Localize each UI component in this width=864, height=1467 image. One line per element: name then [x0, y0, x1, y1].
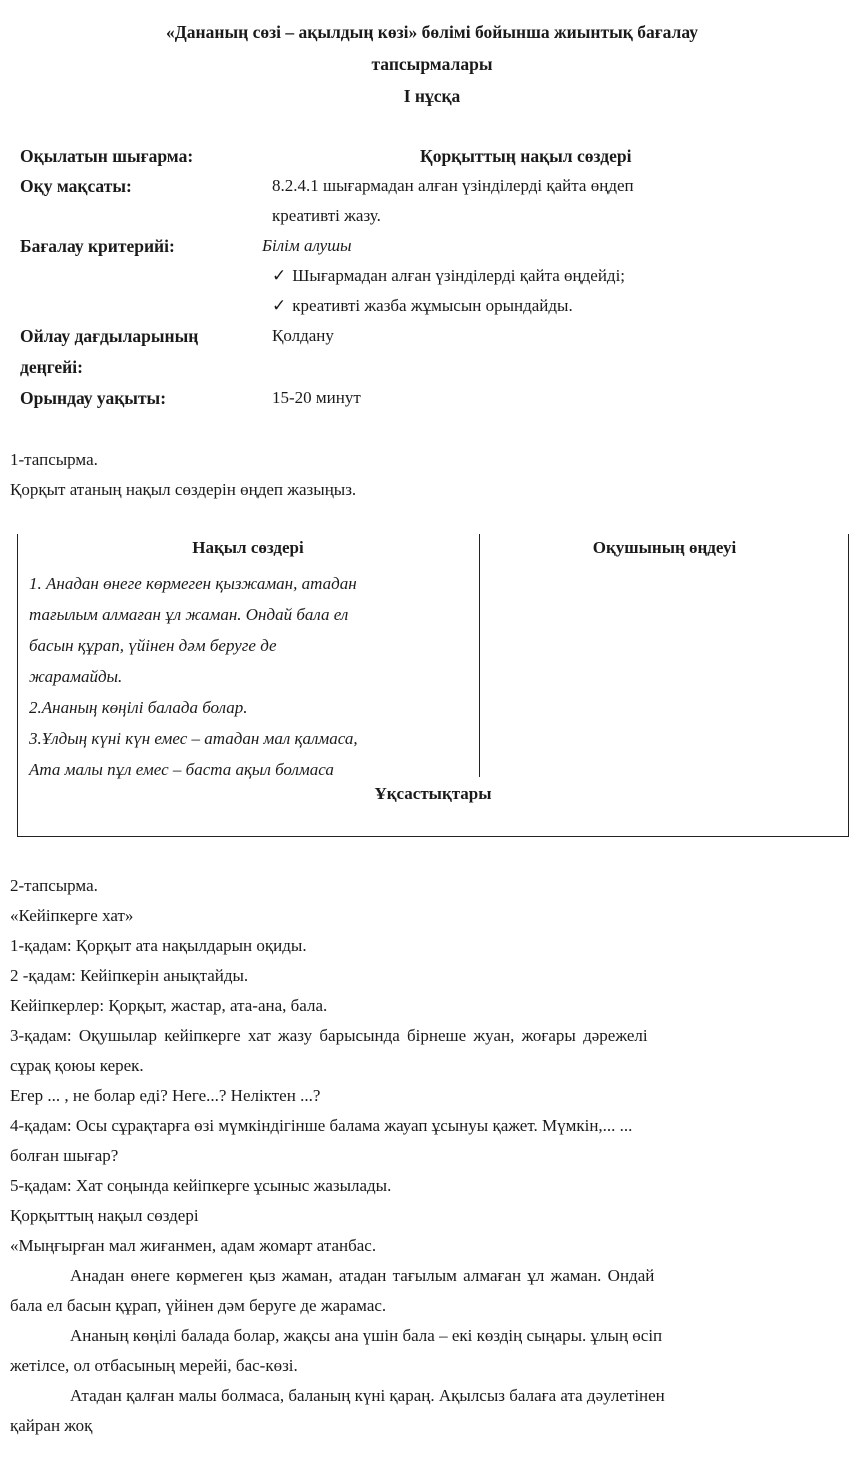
variant-label: І нұсқа — [403, 86, 461, 106]
step-1: 1-қадам: Қорқыт ата нақылдарын оқиды. — [10, 936, 307, 955]
criteria-item-2: ✓ креативті жазба жұмысын орындайды. — [272, 296, 573, 315]
step-5: 5-қадам: Хат соңында кейіпкерге ұсыныс жазылады. — [10, 1176, 392, 1195]
reading-value: Қорқыттың нақыл сөздері — [420, 146, 632, 166]
questions-example: Егер ... , не болар еді? Неге...? Неліктен ...? — [10, 1086, 321, 1105]
step-4-line1: 4-қадам: Осы сұрақтарға өзі мүмкіндігінше балама жауап ұсынуы қажет. Мүмкін,... ... — [10, 1116, 633, 1135]
saying-line: 2.Ананың көңілі балада болар. — [29, 698, 248, 717]
quote-3-line2: жетілсе, ол отбасының мерейі, бас-көзі. — [10, 1356, 298, 1375]
criteria-intro: Білім алушы — [262, 236, 352, 255]
quote-2-line2: бала ел басын құрап, үйінен дәм беруге де жарамас. — [10, 1296, 387, 1315]
col-header-sayings: Нақыл сөздері — [192, 538, 304, 557]
quote-3-line1: Ананың көңілі балада болар, жақсы ана үшін бала – екі көздің сыңары. ұлың өсіп — [70, 1326, 663, 1345]
goal-value-line2: креативті жазу. — [272, 206, 381, 225]
quote-4-line1: Атадан қалған малы болмаса, баланың күні қараң. Ақылсыз балаға ата дәулетінен — [70, 1386, 665, 1405]
page-title-continuation: тапсырмалары — [371, 54, 493, 74]
time-label: Орындау уақыты: — [20, 388, 167, 408]
similarities-header: Ұқсастықтары — [374, 784, 492, 803]
page-title: «Дананың сөзі – ақылдың көзі» бөлімі бойынша жиынтық бағалау — [166, 22, 698, 42]
step-3-line2: сұрақ қоюы керек. — [10, 1056, 144, 1075]
quote-2-line1: Анадан өнеге көрмеген қыз жаман, атадан тағылым алмаған ұл жаман. Ондай — [70, 1266, 655, 1285]
task1-number: 1-тапсырма. — [10, 450, 98, 469]
step-4-line2: болған шығар? — [10, 1146, 119, 1165]
reading-label: Оқылатын шығарма: — [20, 146, 194, 166]
goal-value-line1: 8.2.4.1 шығармадан алған үзінділерді қайта өңдеп — [272, 176, 634, 195]
time-value: 15-20 минут — [272, 388, 361, 407]
task1-table — [17, 534, 849, 837]
characters-list: Кейіпкерлер: Қорқыт, жастар, ата-ана, бала. — [10, 996, 328, 1015]
level-label-line1: Ойлау дағдыларының — [20, 326, 199, 346]
check-icon: ✓ — [272, 266, 287, 285]
saying-line: жарамайды. — [29, 667, 123, 686]
goal-label: Оқу мақсаты: — [20, 176, 132, 196]
saying-line: тағылым алмаған ұл жаман. Ондай бала ел — [29, 605, 349, 624]
saying-line: 3.Ұлдың күні күн емес – атадан мал қалмаса, — [29, 729, 358, 748]
criteria-label: Бағалау критерийі: — [20, 236, 175, 256]
level-value: Қолдану — [272, 326, 334, 345]
check-icon: ✓ — [272, 296, 287, 315]
quote-1: «Мыңғырған мал жиғанмен, адам жомарт атанбас. — [10, 1236, 377, 1255]
task1-instruction: Қорқыт атаның нақыл сөздерін өңдеп жазыңыз. — [10, 480, 357, 499]
saying-line: 1. Анадан өнеге көрмеген қызжаман, атадан — [29, 574, 357, 593]
task2-number: 2-тапсырма. — [10, 876, 98, 895]
saying-line: басын құрап, үйінен дәм беруге де — [29, 636, 277, 655]
col-header-student-edit: Оқушының өңдеуі — [592, 538, 737, 557]
criteria-item-1: ✓ Шығармадан алған үзінділерді қайта өңдейді; — [272, 266, 626, 285]
step-3-line1: 3-қадам: Оқушылар кейіпкерге хат жазу барысында бірнеше жуан, жоғары дәрежелі — [10, 1026, 648, 1045]
quote-4-line2: қайран жоқ — [10, 1416, 93, 1435]
sayings-title: Қорқыттың нақыл сөздері — [10, 1206, 199, 1225]
level-label-line2: деңгейі: — [20, 357, 83, 377]
task2-title: «Кейіпкерге хат» — [10, 906, 134, 925]
saying-line: Ата малы пұл емес – баста ақыл болмаса — [29, 760, 334, 779]
step-2: 2 -қадам: Кейіпкерін анықтайды. — [10, 966, 249, 985]
sayings-list — [29, 568, 469, 785]
